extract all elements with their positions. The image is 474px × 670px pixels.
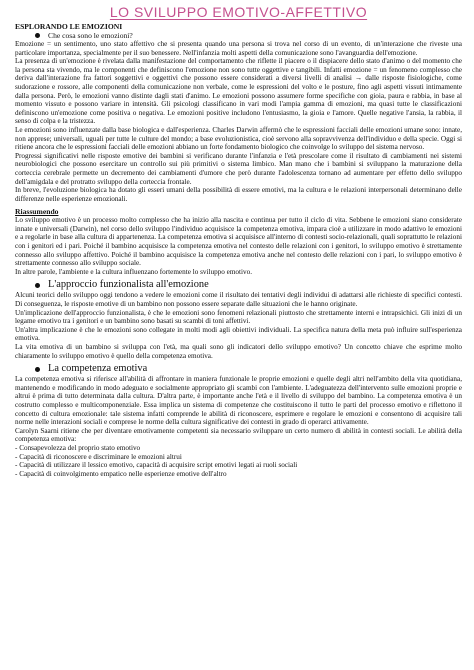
list-item: - Capacità di coinvolgimento empatico nelle esperienze emotive dell'altro [15,469,227,478]
paragraph-funzionalista: Alcuni teorici dello sviluppo oggi tendono a vedere le emozioni come il risultato dei tentativi degli individui di adattarsi alle richieste di specifici contesti. Di conseguenza, le risposte emotive di un bambino non possono essere separate dalle situazioni che le hanno originate. [15,291,462,309]
paragraph-vita-emotiva: La vita emotiva di un bambino si sviluppa con l'età, ma quali sono gli indicatori dello sviluppo emotivo? Un concetto chiave che esprime molto chiaramente lo sviluppo emotivo è quello della competenza emotiva. [15,343,462,360]
question-heading-3 [15,363,462,375]
paragraph-definition: Emozione = un sentimento, uno stato affettivo che si presenta quando una persona si trova nel corso di un evento, di un'interazione che riveste una particolare importanza, specialmente per il suo benessere. Nell'infanzia molti aspetti della comunicazione sono l'avanguardia dell'emozione. [15,40,462,57]
paragraph-darwin: Le emozioni sono influenzate dalla base biologica e dall'esperienza. Charles Darwin affermò che le espressioni facciali delle emozioni umane sono: innate, non apprese; universali, uguali per tutte le culture del mondo; a base evoluzionistica, cioè servono alla sopravvivenza dell'individuo e della specie. Oggi si ritiene ancora che le espressioni facciali delle emozioni abbiano un forte fondamento biologico che coinvolge lo sviluppo del sistema nervoso. [15,125,462,152]
paragraph-competenza: La competenza emotiva si riferisce all'abilità di affrontare in maniera funzionale le proprie emozioni e quelle degli altri nell'ambito della vita quotidiana, mantenendo e modificando in modo adeguato e socialmente appropriato gli scambi con l'ambiente. L'adeguatezza dell'intervento sulle emozioni proprie e altrui è prima di tutto determinata dalla cultura. D'altra parte, è importante anche l'età e il livello di sviluppo del bambino. La competenza emotiva è un costrutto complesso e multicomponenziale. Essa implica un sistema di competenze che costituiscono il tutto le parti del processo emotivo e riflettono il concetto di cultura emozionale: tale sistema infatti comprende le abilità di riconoscere, esprimere e regolare le emozioni e consentono di acquisire tali norme nelle interazioni sociali e comprese le norme della cultura significative dei contesti in grado di operarci attivamente. [15,375,462,427]
question-heading-2 [15,279,462,291]
question-heading-1 [15,31,462,40]
paragraph-presenza: La presenza di un'emozione è rivelata dalla manifestazione del comportamento che riflette il piacere o il dispiacere dello stato d'animo o del momento che la persona sta vivendo, ma le componenti che definiscono l'emozione non sono tutte oggettive e tangibili. Infatti emozione = un fenomeno complesso che deriva dall'interazione fra fattori soggettivi e oggettivi che possono essere considerati a diversi livelli di analisi → dalle risposte fisiologiche, come sudorazione e rossore, alle componenti della comunicazione non verbale, come le espressioni del volto e le posture, fino agli aspetti vissuti intimamente dalla persona. Però, le emozioni vanno distinte dagli stati d'animo. Le emozioni possono assumere forme specifiche con gioia, paura e rabbia, in base al momento vissuto e possono variare in intensità. Gli psicologi classificano in vari modi l'ampia gamma di emozioni, ma quasi tutte le classificazioni definiscono un'emozione come positiva o negativa. Le emozioni positive includono l'entusiasmo, la gioia e l'amore. Quelle negative l'ansia, la rabbia, il senso di colpa e la tristezza. [15,57,462,126]
question-text-3: La competenza emotiva [48,363,148,375]
list-item: - Capacità di utilizzare il lessico emotivo, capacità di acquisire script emotivi legati ai ruoli sociali [15,461,298,470]
paragraph-riassumendo: Lo sviluppo emotivo è un processo molto complesso che ha inizio alla nascita e continua per tutto il ciclo di vita. Sebbene le emozioni siano considerate innate e universali (Darwin), nel corso dello sviluppo l'individuo acquisisce la competenza emotiva, impara cioè a utilizzare in modo adattivo le emozioni e a regolarle in base alla cultura di appartenenza. La competenza emotiva si acquisisce all'interno di contesti socio-relazionali, quali soprattutto le relazioni con i genitori ed i pari. Poiché il bambino acquisisce la competenza emotiva nel contesto delle relazioni con i genitori, lo sviluppo emotivo è strettamente connesso allo sviluppo affettivo. Poiché il bambino acquisisce la competenza emotiva anche nel contesto delle relazioni con i pari, lo sviluppo emotivo è strettamente connesso allo sviluppo sociale. [15,216,462,268]
bullet-icon [35,33,40,38]
list-item: - Consapevolezza del proprio stato emotivo [15,443,141,452]
bullet-icon [35,283,40,288]
question-text-1: Che cosa sono le emozioni? [48,31,133,40]
list-item: - Capacità di riconoscere e discriminare le emozioni altrui [15,452,182,461]
bullet-icon [35,367,40,372]
paragraph-in-breve: In breve, l'evoluzione biologica ha dotato gli esseri umani della possibilità di essere emotivi, ma la cultura e le relazioni interpersonali determinano delle differenze nelle esperienze emozionali. [15,186,462,203]
question-text-2: L'approccio funzionalista all'emozione [48,279,209,291]
document-title: LO SVILUPPO EMOTIVO-AFFETTIVO [109,4,368,20]
paragraph-obiettivi: Un'altra implicazione è che le emozioni sono collegate in molti modi agli obiettivi individuali. La specifica natura della meta può influire sull'esperienza emotiva. [15,325,462,343]
abilities-list [15,444,462,478]
section-heading-esplorando: ESPLORANDO LE EMOZIONI [15,22,123,31]
paragraph-implicazione: Un'implicazione dell'approccio funzionalista, è che le emozioni sono fenomeni relazionali piuttosto che strettamente interni e intrapsichici. Gli inizi di un legame emotivo tra i genitori e un bambino sono basati su scambi di toni affettivi. [15,308,462,326]
paragraph-progressi: Progressi significativi nelle risposte emotive dei bambini si verificano durante l'infanzia e l'età prescolare come il risultato di cambiamenti nei sistemi neurobiologici che possono esercitare un controllo sui più primitivi o sistema limbico. Man mano che i bambini si sviluppano la maturazione della corteccia cerebrale permette un decremento dei cambiamenti d'umore che però durante l'adolescenza tornano ad aumentare per effetto dello sviluppo dell'amigdala e del protratto sviluppo della corteccia frontale. [15,151,462,186]
paragraph-saarni: Carolyn Saarni ritiene che per diventare emotivamente competenti sia necessario sviluppare un certo numero di abilità in contesti sociali. Le abilità della competenza emotiva: [15,426,462,444]
paragraph-altre-parole: In altre parole, l'ambiente e la cultura influenzano fortemente lo sviluppo emotivo. [15,267,253,276]
section-heading-riassumendo: Riassumendo [15,207,59,217]
